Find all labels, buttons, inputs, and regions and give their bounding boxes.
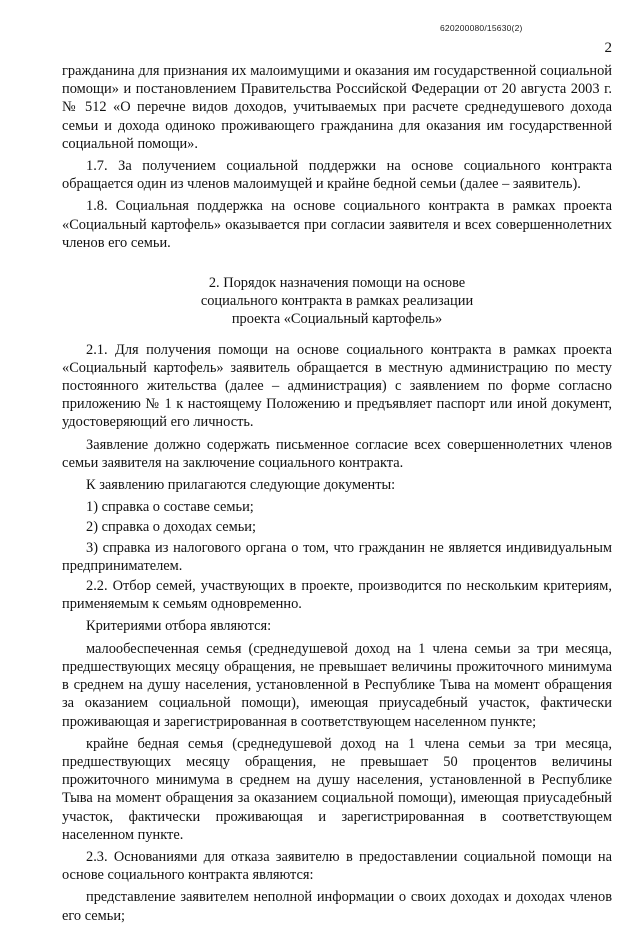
list-item: 2) справка о доходах семьи; [86,519,257,536]
paragraph-2-1-documents: К заявлению прилагаются следующие документы: [86,477,396,494]
paragraph-1-7: 1.7. За получением социальной поддержки на основе социального контракта обращается один из членов малоимущей и крайне бедной семьи (далее – заявитель). [62,158,612,193]
paragraph-1-8: 1.8. Социальная поддержка на основе социального контракта в рамках проекта «Социальный картофель» оказывается при согласии заявителя и всех совершеннолетних членов его семьи. [62,198,612,251]
section-2-heading-line2: социального контракта в рамках реализации [200,293,474,310]
paragraph-2-3: 2.3. Основаниями для отказа заявителю в предоставлении социальной помощи на основе социального контракта являются: [62,848,612,884]
section-2-heading-line1: 2. Порядок назначения помощи на основе [208,275,466,292]
page-number: 2 [604,40,612,56]
paragraph-2-3-reason: представление заявителем неполной информации о своих доходах и доходах членов его семьи; [62,889,612,924]
document-body [62,62,612,925]
criterion-extremely-poor: крайне бедная семья (среднедушевой доход на 1 члена семьи за три месяца, предшествующих месяцу обращения, не превышает 50 процентов величины прожиточного минимума в среднем на душу населения, установленной в Республике Тыва на момент обращения за оказанием социальной помощи), имеющая приусадебный участок, фактически проживающая и зарегистрированная в соответствующем населенном пункте. [62,735,612,843]
section-2-heading [62,274,612,329]
paragraph-2-2-criteria: Критериями отбора являются: [86,618,272,635]
paragraph-2-2: 2.2. Отбор семей, участвующих в проекте, производится по нескольким критериям, применяемым к семьям одновременно. [62,578,612,613]
document-number: 620200080/15630(2) [440,23,523,33]
paragraph-continuation: гражданина для признания их малоимущими и оказания им государственной социальной помощи» и постановлением Правительства Российской Федерации от 20 августа 2003 г. № 512 «О перечне видов доходов, учитываемых при расчете среднедушевого дохода семьи и дохода одиноко проживающего гражданина для оказания им государственной социальной помощи». [62,63,612,152]
paragraph-2-1-consent: Заявление должно содержать письменное согласие всех совершеннолетних членов семьи заявителя на заключение социального контракта. [62,436,612,471]
paragraph-2-1: 2.1. Для получения помощи на основе социального контракта в рамках проекта «Социальный картофель» заявитель обращается в местную администрацию по месту постоянного жительства (далее – администрация) с заявлением по форме согласно приложению № 1 к настоящему Положению и предъявляет паспорт или иной документ, удостоверяющий его личность. [62,341,612,431]
criterion-low-income: малообеспеченная семья (среднедушевой доход на 1 члена семьи за три месяца, предшествующих месяцу обращения, не превышает величины прожиточного минимума в среднем на душу населения, установленной в Республике Тыва на момент обращения за оказанием социальной помощи), имеющая приусадебный участок, фактически проживающая и зарегистрированная в соответствующем населенном пункте; [62,640,612,730]
section-2-heading-line3: проекта «Социальный картофель» [231,311,443,328]
list-item: 3) справка из налогового органа о том, что гражданин не является индивидуальным предпринимателем. [62,539,612,574]
list-item: 1) справка о составе семьи; [86,499,254,516]
